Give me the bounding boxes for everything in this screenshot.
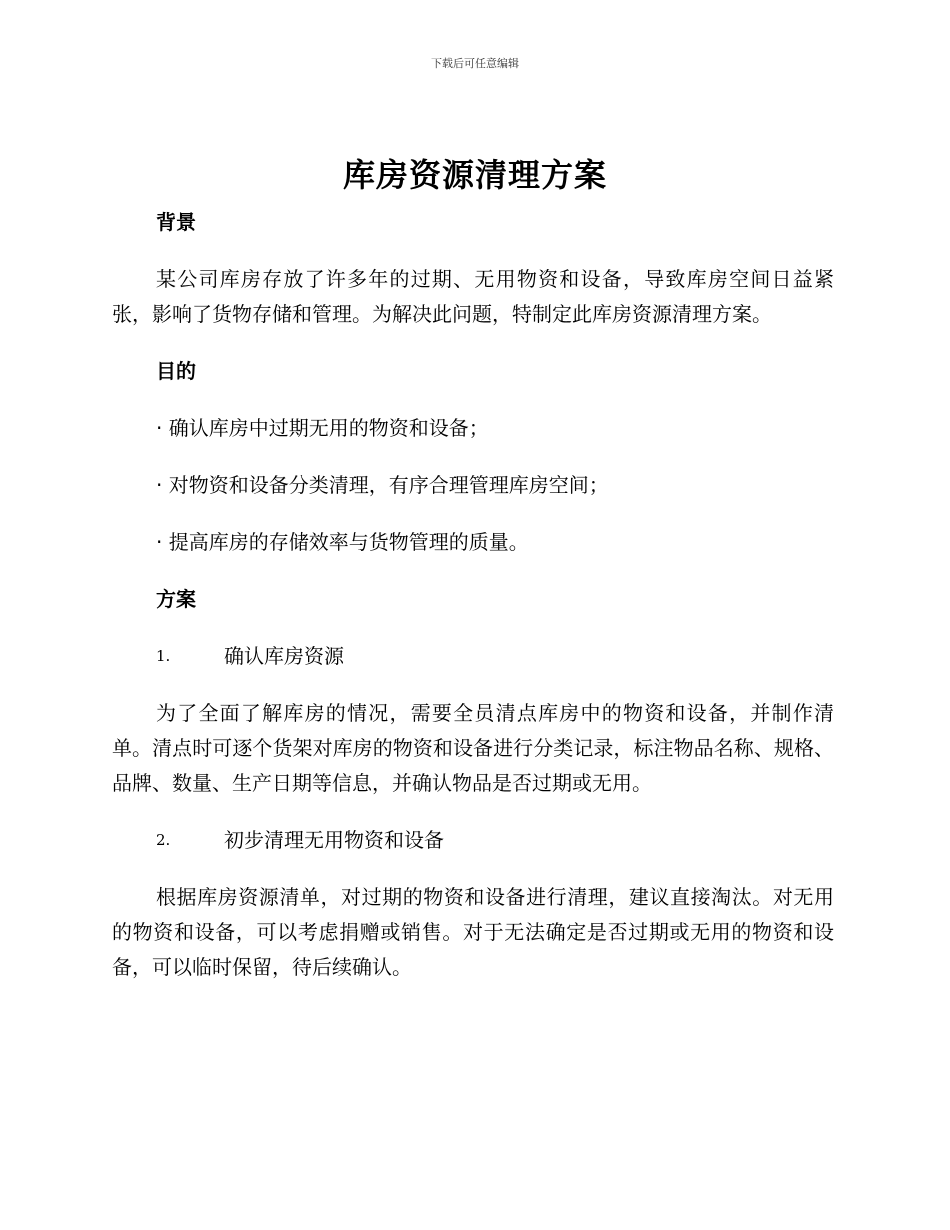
document-title: 库房资源清理方案	[342, 156, 607, 194]
section-heading-purpose: 目的	[156, 359, 196, 383]
step-paragraph: 为了全面了解库房的情况，需要全员清点库房中的物资和设备，并制作清单。清点时可逐个货架对库房的物资和设备进行分类记录，标注物品名称、规格、品牌、数量、生产日期等信息，并确认物品是否过期或无用。	[112, 701, 834, 795]
purpose-bullet: · 提高库房的存储效率与货物管理的质量。	[156, 530, 529, 554]
purpose-bullet: · 对物资和设备分类清理，有序合理管理库房空间；	[156, 473, 609, 497]
step-number: 1.	[156, 647, 171, 665]
step-number: 2.	[156, 831, 171, 849]
step-title: 确认库房资源	[224, 644, 344, 668]
purpose-bullet: · 确认库房中过期无用的物资和设备；	[156, 416, 489, 440]
header-note: 下载后可任意编辑	[431, 57, 519, 70]
section-heading-background: 背景	[156, 210, 196, 234]
document-body	[112, 205, 834, 1007]
step-paragraph: 根据库房资源清单，对过期的物资和设备进行清理，建议直接淘汰。对无用的物资和设备，可以考虑捐赠或销售。对于无法确定是否过期或无用的物资和设备，可以临时保留，待后续确认。	[112, 885, 834, 979]
section-heading-plan: 方案	[156, 587, 196, 611]
plan-step-heading	[112, 639, 834, 674]
plan-step-heading	[112, 823, 834, 858]
background-paragraph: 某公司库房存放了许多年的过期、无用物资和设备，导致库房空间日益紧张，影响了货物存储和管理。为解决此问题，特制定此库房资源清理方案。	[112, 267, 834, 326]
step-title: 初步清理无用物资和设备	[224, 828, 444, 852]
